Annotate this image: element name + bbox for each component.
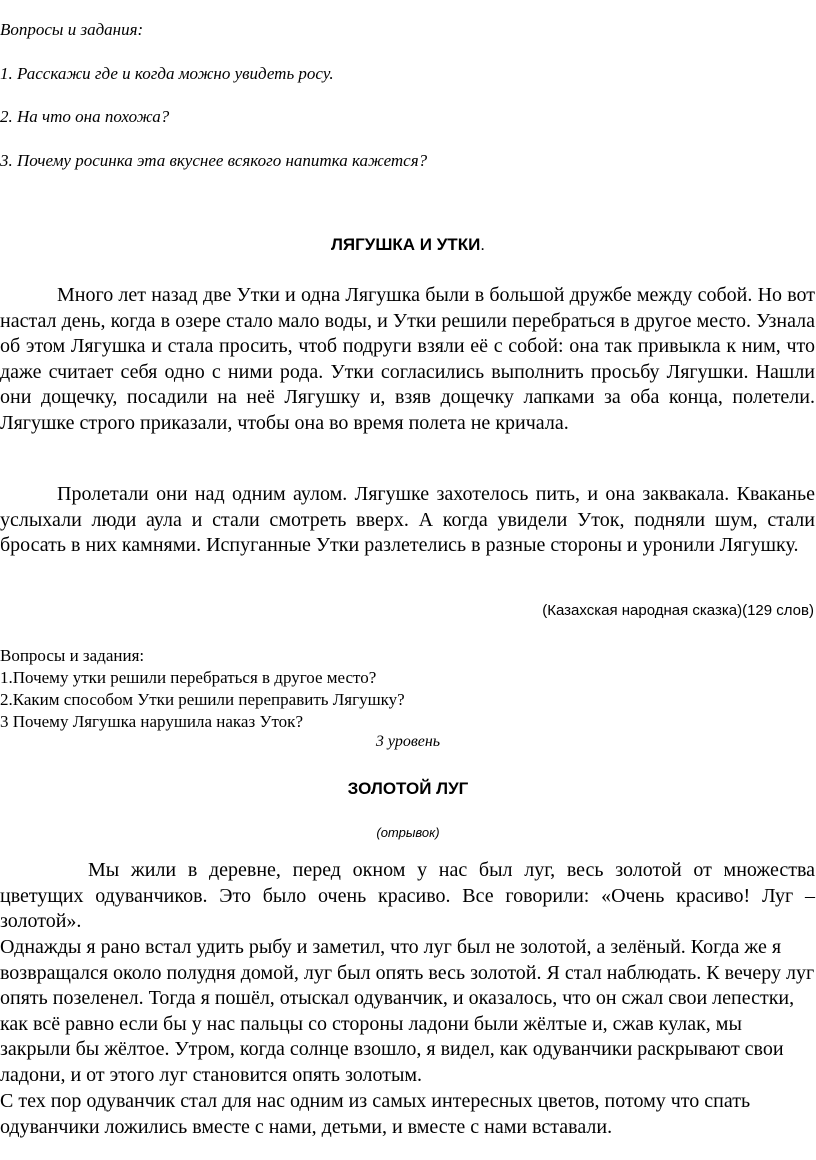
questions-heading-1: Вопросы и задания: <box>0 20 144 39</box>
story-title-1: ЛЯГУШКА И УТКИ. <box>330 235 486 254</box>
story2-paragraph-3: С тех пор одуванчик стал для нас одним из самых интересных цветов, потому что спать одуванчики ложились вместе с нами, детьми, и вместе с нами вставали. <box>0 1090 751 1138</box>
story1-source: (Казахская народная сказка)(129 слов) <box>542 602 814 619</box>
story2-paragraph-1: Мы жили в деревне, перед окном у нас был луг, весь золотой от множества цветущих одуванчиков. Это было очень красиво. Все говорили: «Очень красиво! Луг – золотой». <box>0 859 815 932</box>
level-label: 3 уровень <box>375 733 441 750</box>
question-2-3: 3 Почему Лягушка нарушила наказ Уток? <box>0 712 303 731</box>
story1-paragraph-2: Пролетали они над одним аулом. Лягушке захотелось пить, и она заквакала. Кваканье услыхали люди аула и стали смотреть вверх. А когда увидели Уток, подняли шум, стали бросать в них камнями. Испуганные Утки разлетелись в разные стороны и уронили Лягушку. <box>0 483 815 556</box>
question-1-2: 2. На что она похожа? <box>0 107 170 126</box>
question-2-2: 2.Каким способом Утки решили переправить Лягушку? <box>0 690 405 709</box>
story1-paragraph-1: Много лет назад две Утки и одна Лягушка были в большой дружбе между собой. Но вот настал день, когда в озере стало мало воды, и Утки решили перебраться в другое место. Узнала об этом Лягушка и стала просить, чтоб подруги взяли её с собой: она так привыкла к ним, что даже считает себя одно с ними рода. Утки согласились выполнить просьбу Лягушки. Нашли они дощечку, посадили на неё Лягушку и, взяв дощечку лапками за оба конца, полетели. Лягушке строго приказали, чтобы она во время полета не кричала. <box>0 284 815 434</box>
question-1-3: 3. Почему росинка эта вкуснее всякого напитка кажется? <box>0 151 428 170</box>
questions-heading-2: Вопросы и задания: <box>0 646 145 665</box>
question-1-1: 1. Расскажи где и когда можно увидеть росу. <box>0 64 334 83</box>
question-2-1: 1.Почему утки решили перебраться в другое место? <box>0 668 377 687</box>
story2-paragraph-2: Однажды я рано встал удить рыбу и заметил, что луг был не золотой, а зелёный. Когда же я возвращался около полудня домой, луг был опять весь золотой. Я стал наблюдать. К вечеру луг опять позеленел. Тогда я пошёл, отыскал одуванчик, и оказалось, что он сжал свои лепестки, как всё равно если бы у нас пальцы со стороны ладони были жёлтые и, сжав кулак, мы закрыли бы жёлтое. Утром, когда солнце взошло, я видел, как одуванчики раскрывают свои ладони, и от этого луг становится опять золотым. <box>0 936 815 1086</box>
story2-subtitle: (отрывок) <box>376 825 440 840</box>
story-title-2: ЗОЛОТОЙ ЛУГ <box>347 779 469 798</box>
